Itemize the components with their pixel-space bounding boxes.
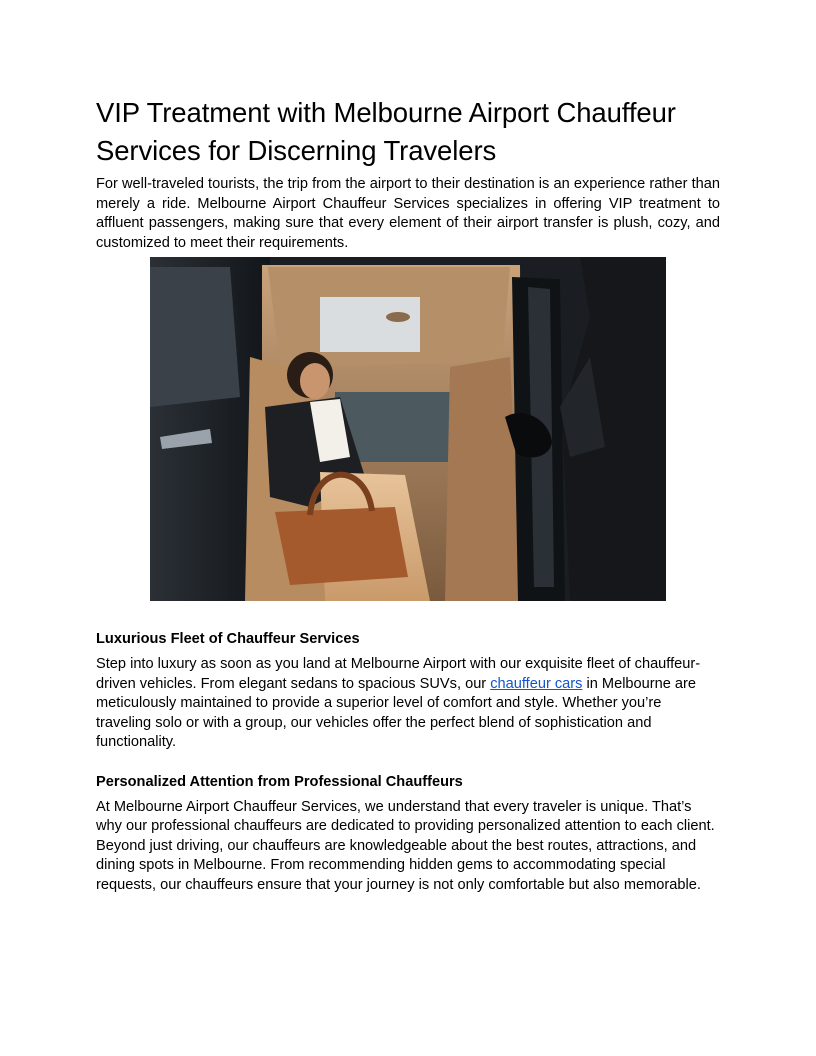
chauffeur-car-photo xyxy=(150,257,666,601)
section2-paragraph: At Melbourne Airport Chauffeur Services, we understand that every traveler is unique. That’s why our professional chauffeurs are dedicated to providing personalized attention to each client. Beyond just driving, our chauffeurs are knowledgeable about the best routes, attractions, and dining spots in Melbourne. From recommending hidden gems to accommodating special requests, our chauffeurs ensure that your journey is not only comfortable but also memorable. xyxy=(96,798,715,893)
section1-heading: Luxurious Fleet of Chauffeur Services xyxy=(96,631,360,647)
chauffeur-cars-link[interactable]: chauffeur cars xyxy=(490,675,583,692)
section1-text-before-link: Step into luxury as soon as you land at Melbourne Airport with our exquisite fleet of chauffeur-driven vehicles. From elegant sedans to spacious SUVs, our xyxy=(96,656,701,692)
section1-text-after-link: in Melbourne are meticulously maintained to provide a superior level of comfort and style. Whether you’re traveling solo or with a group, our vehicles offer the perfect blend of sophistication and functionality. xyxy=(96,675,697,750)
article-title: VIP Treatment with Melbourne Airport Chauffeur Services for Discerning Travelers xyxy=(96,97,676,166)
section1-paragraph xyxy=(96,655,720,753)
section2-heading: Personalized Attention from Professional Chauffeurs xyxy=(96,773,463,790)
document-page xyxy=(96,94,720,895)
intro-paragraph: For well-traveled tourists, the trip from the airport to their destination is an experience rather than merely a ride. Melbourne Airport Chauffeur Services specializes in offering VIP treatment to affluent passengers, making sure that every element of their airport transfer is plush, cozy, and customized to meet their requirements. xyxy=(96,176,720,251)
